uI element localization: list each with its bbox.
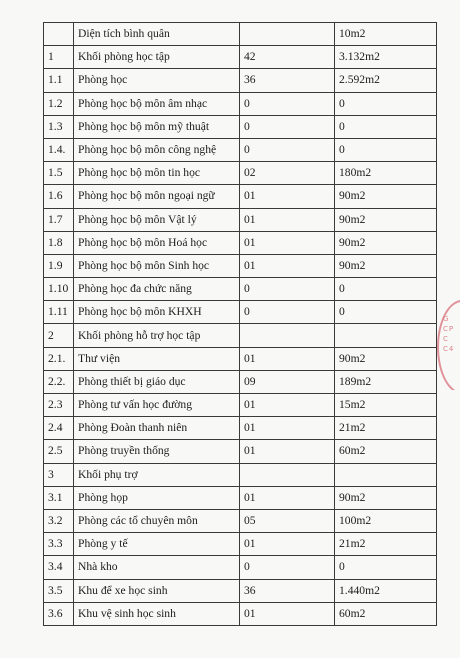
table-row: [44, 254, 437, 277]
stamp-text-line: C4: [443, 345, 455, 353]
table-row: [44, 185, 437, 208]
quantity-cell: 05: [240, 509, 335, 532]
row-number-cell: 1.6: [44, 185, 74, 208]
table-row: [44, 602, 437, 625]
table-row: [44, 208, 437, 231]
item-name-cell: Phòng học bộ môn công nghệ: [74, 138, 240, 161]
row-number-cell: 2.5: [44, 440, 74, 463]
quantity-cell: 0: [240, 138, 335, 161]
quantity-cell: 0: [240, 115, 335, 138]
row-number-cell: 2.3: [44, 394, 74, 417]
table-row: [44, 347, 437, 370]
quantity-cell: 36: [240, 579, 335, 602]
area-cell: [335, 324, 437, 347]
row-number-cell: 2.2.: [44, 370, 74, 393]
row-number-cell: 1.4.: [44, 138, 74, 161]
row-number-cell: 1.5: [44, 162, 74, 185]
item-name-cell: Phòng truyền thống: [74, 440, 240, 463]
table-row: [44, 486, 437, 509]
item-name-cell: Phòng học bộ môn Vật lý: [74, 208, 240, 231]
area-cell: 10m2: [335, 23, 437, 46]
table-row: [44, 69, 437, 92]
area-cell: 189m2: [335, 370, 437, 393]
quantity-cell: 01: [240, 254, 335, 277]
item-name-cell: Diện tích bình quân: [74, 23, 240, 46]
table-row: [44, 301, 437, 324]
area-cell: 2.592m2: [335, 69, 437, 92]
item-name-cell: Khối phòng học tập: [74, 46, 240, 69]
area-cell: 15m2: [335, 394, 437, 417]
row-number-cell: 1.8: [44, 231, 74, 254]
area-cell: 0: [335, 556, 437, 579]
quantity-cell: [240, 463, 335, 486]
row-number-cell: 2.1.: [44, 347, 74, 370]
quantity-cell: 01: [240, 602, 335, 625]
area-cell: 100m2: [335, 509, 437, 532]
table-row: [44, 278, 437, 301]
row-number-cell: 1.3: [44, 115, 74, 138]
quantity-cell: 01: [240, 533, 335, 556]
quantity-cell: 0: [240, 301, 335, 324]
row-number-cell: 2: [44, 324, 74, 347]
item-name-cell: Phòng học bộ môn Hoá học: [74, 231, 240, 254]
row-number-cell: 3.1: [44, 486, 74, 509]
item-name-cell: Khối phòng hỗ trợ học tập: [74, 324, 240, 347]
table-row: [44, 556, 437, 579]
row-number-cell: 1.9: [44, 254, 74, 277]
quantity-cell: 09: [240, 370, 335, 393]
row-number-cell: 1.1: [44, 69, 74, 92]
table-row: [44, 509, 437, 532]
quantity-cell: 0: [240, 556, 335, 579]
row-number-cell: 1: [44, 46, 74, 69]
table-row: [44, 463, 437, 486]
quantity-cell: 01: [240, 231, 335, 254]
row-number-cell: 1.11: [44, 301, 74, 324]
area-cell: 1.440m2: [335, 579, 437, 602]
facilities-table: [43, 22, 437, 626]
table-row: [44, 417, 437, 440]
item-name-cell: Khu vệ sinh học sinh: [74, 602, 240, 625]
area-cell: 90m2: [335, 185, 437, 208]
item-name-cell: Phòng các tổ chuyên môn: [74, 509, 240, 532]
quantity-cell: 01: [240, 185, 335, 208]
row-number-cell: 2.4: [44, 417, 74, 440]
area-cell: 21m2: [335, 417, 437, 440]
item-name-cell: Khu để xe học sinh: [74, 579, 240, 602]
item-name-cell: Nhà kho: [74, 556, 240, 579]
row-number-cell: 1.7: [44, 208, 74, 231]
quantity-cell: 01: [240, 486, 335, 509]
area-cell: 90m2: [335, 208, 437, 231]
item-name-cell: Phòng học bộ môn ngoại ngữ: [74, 185, 240, 208]
row-number-cell: 3.2: [44, 509, 74, 532]
item-name-cell: Phòng học bộ môn âm nhạc: [74, 92, 240, 115]
red-stamp-seal: [437, 300, 460, 390]
quantity-cell: [240, 324, 335, 347]
area-cell: 21m2: [335, 533, 437, 556]
table-row: [44, 324, 437, 347]
table-row: [44, 46, 437, 69]
table-row: [44, 138, 437, 161]
row-number-cell: [44, 23, 74, 46]
area-cell: 0: [335, 115, 437, 138]
item-name-cell: Thư viện: [74, 347, 240, 370]
item-name-cell: Phòng học bộ môn Sinh học: [74, 254, 240, 277]
area-cell: 3.132m2: [335, 46, 437, 69]
table-row: [44, 370, 437, 393]
row-number-cell: 1.10: [44, 278, 74, 301]
row-number-cell: 3: [44, 463, 74, 486]
table-row-average-area: [44, 23, 437, 46]
quantity-cell: 36: [240, 69, 335, 92]
area-cell: 0: [335, 138, 437, 161]
quantity-cell: 01: [240, 417, 335, 440]
quantity-cell: 01: [240, 208, 335, 231]
table-row: [44, 162, 437, 185]
stamp-text-line: CP: [443, 325, 455, 333]
stamp-text-line: C: [443, 335, 449, 343]
stamp-lettering: [443, 314, 454, 354]
area-cell: 90m2: [335, 254, 437, 277]
item-name-cell: Phòng thiết bị giáo dục: [74, 370, 240, 393]
item-name-cell: Phòng y tế: [74, 533, 240, 556]
row-number-cell: 1.2: [44, 92, 74, 115]
stamp-text-line: G: [443, 315, 450, 323]
row-number-cell: 3.6: [44, 602, 74, 625]
area-cell: 90m2: [335, 347, 437, 370]
item-name-cell: Phòng học bộ môn mỹ thuật: [74, 115, 240, 138]
table-row: [44, 115, 437, 138]
area-cell: [335, 463, 437, 486]
area-cell: 0: [335, 92, 437, 115]
row-number-cell: 3.5: [44, 579, 74, 602]
quantity-cell: 02: [240, 162, 335, 185]
item-name-cell: Phòng Đoàn thanh niên: [74, 417, 240, 440]
quantity-cell: [240, 23, 335, 46]
quantity-cell: 0: [240, 278, 335, 301]
area-cell: 60m2: [335, 602, 437, 625]
item-name-cell: Phòng học đa chức năng: [74, 278, 240, 301]
area-cell: 90m2: [335, 486, 437, 509]
quantity-cell: 01: [240, 440, 335, 463]
row-number-cell: 3.4: [44, 556, 74, 579]
area-cell: 60m2: [335, 440, 437, 463]
quantity-cell: 01: [240, 347, 335, 370]
area-cell: 90m2: [335, 231, 437, 254]
item-name-cell: Phòng họp: [74, 486, 240, 509]
area-cell: 0: [335, 278, 437, 301]
table-row: [44, 231, 437, 254]
quantity-cell: 42: [240, 46, 335, 69]
item-name-cell: Phòng tư vấn học đường: [74, 394, 240, 417]
area-cell: 0: [335, 301, 437, 324]
quantity-cell: 0: [240, 92, 335, 115]
table-row: [44, 533, 437, 556]
item-name-cell: Phòng học bộ môn tin học: [74, 162, 240, 185]
item-name-cell: Phòng học bộ môn KHXH: [74, 301, 240, 324]
area-cell: 180m2: [335, 162, 437, 185]
table-row: [44, 440, 437, 463]
quantity-cell: 01: [240, 394, 335, 417]
table-row: [44, 579, 437, 602]
row-number-cell: 3.3: [44, 533, 74, 556]
table-row: [44, 92, 437, 115]
table-row: [44, 394, 437, 417]
item-name-cell: Khối phụ trợ: [74, 463, 240, 486]
item-name-cell: Phòng học: [74, 69, 240, 92]
